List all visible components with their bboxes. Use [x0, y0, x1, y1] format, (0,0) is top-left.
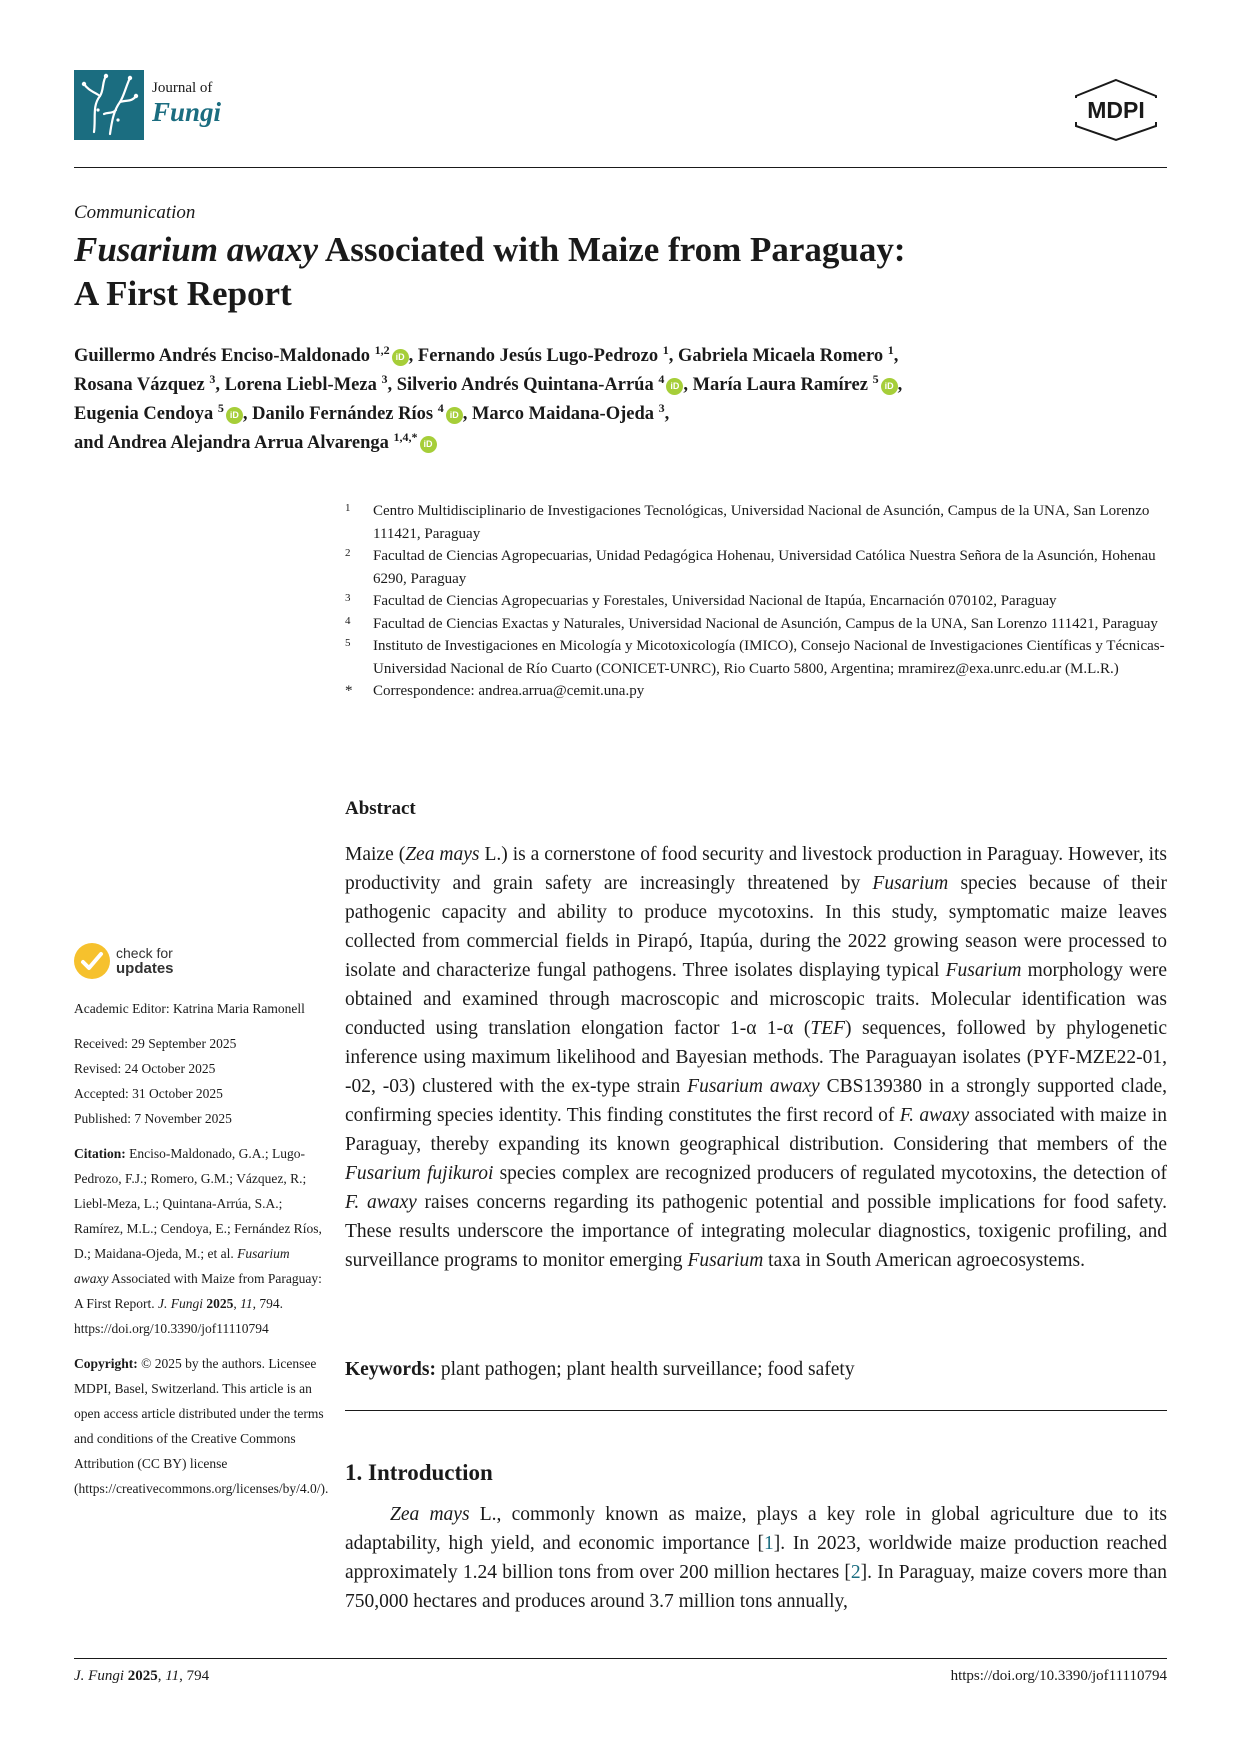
author-separator: , [242, 404, 253, 424]
orcid-icon[interactable]: iD [446, 407, 463, 424]
author-name: Guillermo Andrés Enciso-Maldonado [74, 346, 375, 366]
author [692, 372, 898, 395]
orcid-icon[interactable]: iD [420, 436, 437, 453]
academic-editor: Academic Editor: Katrina Maria Ramonell [74, 1001, 305, 1016]
journal-name-big: Fungi [152, 97, 222, 127]
fungi-hyphae-icon [74, 70, 144, 140]
author [74, 372, 216, 395]
affiliation-number: * [345, 683, 353, 699]
affiliation-text: Instituto de Investigaciones en Micología y Micotoxicología (IMICO), Consejo Nacional de Investigaciones Científicas y Técnicas-Universidad Nacional de Río Cuarto (CONICET-UNRC), Rio Cuarto 5800, Argentina; mramirez@exa.unrc.edu.ar (M.L.R.) [373, 638, 1165, 677]
author-separator: , [668, 346, 678, 366]
orcid-icon[interactable]: iD [392, 349, 409, 366]
author-affiliation-sup: 5 [872, 372, 879, 386]
affiliations [345, 500, 1167, 703]
introduction-segment: L., commonly known as maize, plays a key role in global agriculture due to its adaptability, high yield, and economic importance [ [345, 1504, 1167, 1554]
author-name: Andrea Alejandra Arrua Alvarenga [107, 433, 394, 453]
article-type: Communication [74, 202, 196, 223]
author-affiliation-sup: 1 [662, 343, 669, 357]
author-affiliation-sup: 3 [658, 401, 665, 415]
author-separator: , [408, 346, 418, 366]
copyright-text: © 2025 by the authors. Licensee MDPI, Basel, Switzerland. This article is an open access article distributed under the terms and conditions of the Creative Commons Attribution (CC BY) license (https://creativecommons.org/licenses/by/4.0/). [74, 1356, 329, 1496]
abstract-segment: Fusarium [872, 873, 949, 894]
author-separator: , [683, 375, 693, 395]
author-name: Eugenia Cendoya [74, 404, 218, 424]
author-name: Gabriela Micaela Romero [677, 346, 888, 366]
introduction-heading: 1. Introduction [345, 1460, 493, 1485]
title-part-1: Associated with Maize from Paraguay: [318, 230, 906, 269]
author-affiliation-sup: 3 [381, 372, 388, 386]
abstract-segment: F. awaxy [345, 1192, 417, 1213]
keywords [345, 1355, 1167, 1384]
author-separator: , [215, 375, 225, 395]
orcid-icon[interactable]: iD [226, 407, 243, 424]
citation-segment: 2025 [206, 1296, 234, 1311]
citation-segment: , 794. https://doi.org/10.3390/jof11110794 [74, 1296, 284, 1336]
author-and: and [74, 433, 108, 453]
abstract-segment: Zea mays [405, 844, 480, 865]
author-name: Fernando Jesús Lugo-Pedrozo [417, 346, 663, 366]
abstract-segment: Fusarium [687, 1250, 764, 1271]
author-name: Danilo Fernández Ríos [252, 404, 438, 424]
author [224, 372, 388, 395]
abstract-segment: taxa in South American agroecosystems. [763, 1250, 1085, 1271]
footer-citation: J. Fungi 2025, 11, 794 [74, 1668, 210, 1684]
footer-journal: J. Fungi [74, 1668, 124, 1684]
author-separator: , [462, 404, 472, 424]
abstract-segment: species complex are recognized producers of regulated mycotoxins, the detection of [493, 1163, 1167, 1184]
orcid-icon[interactable]: iD [666, 378, 683, 395]
article-title [74, 228, 1074, 316]
mdpi-hexagon-icon [1068, 78, 1164, 142]
check-for-updates-button[interactable] [74, 943, 234, 983]
author [252, 401, 463, 424]
author-separator: , [387, 375, 397, 395]
footer-divider [74, 1658, 1167, 1659]
article-sidebar [74, 996, 329, 1511]
author-separator: , [897, 375, 903, 395]
author [417, 343, 669, 366]
publisher-logo-text: MDPI [1087, 97, 1145, 123]
author-separator: , [893, 346, 899, 366]
check-updates-line-2: updates [116, 960, 174, 977]
author-affiliation-sup: 3 [209, 372, 216, 386]
citation-segment: Associated with Maize from Paraguay: A First Report. [74, 1271, 322, 1311]
affiliation-number: 5 [345, 637, 351, 649]
author-list [74, 342, 1167, 458]
citation-ref[interactable]: 2 [850, 1562, 861, 1583]
affiliation-number: 4 [345, 614, 351, 627]
author-name: María Laura Ramírez [692, 375, 873, 395]
journal-name-small: Journal of [152, 80, 213, 96]
affiliation-number: 2 [345, 547, 351, 559]
footer-article-no: , 794 [179, 1668, 210, 1684]
affiliation-item [345, 613, 1167, 636]
introduction-segment: Zea mays [390, 1504, 470, 1525]
affiliation-text: Centro Multidisciplinario de Investigaciones Tecnológicas, Universidad Nacional de Asunción, Campus de la UNA, San Lorenzo 111421, Paraguay [373, 503, 1150, 542]
abstract-segment: raises concerns regarding its pathogenic potential and possible implications for food safety. These results underscore the importance of integrating molecular diagnostics, toxigenic profiling, and surveillance programs to monitor emerging [345, 1192, 1167, 1271]
author [107, 430, 436, 453]
introduction-segment: ]. In 2023, worldwide maize production reached approximately 1.24 billion tons from over 200 million hectares [ [345, 1533, 1167, 1583]
date-accepted: Accepted: 31 October 2025 [74, 1086, 223, 1101]
author-affiliation-sup: 5 [217, 401, 224, 415]
affiliation-item [345, 635, 1167, 680]
abstract-segment: CBS139380 in a strongly supported clade, confirming species identity. This finding constitutes the first record of [345, 1076, 1167, 1126]
affiliation-text: Correspondence: andrea.arrua@cemit.una.py [373, 683, 645, 699]
author [471, 401, 665, 424]
affiliation-item [345, 590, 1167, 613]
author [677, 343, 894, 366]
introduction-body [345, 1500, 1167, 1616]
publisher-logo[interactable] [1068, 78, 1164, 142]
abstract-segment: Fusarium awaxy [687, 1076, 820, 1097]
citation-segment: 11 [240, 1296, 253, 1311]
check-badge [74, 943, 110, 979]
journal-logo[interactable] [74, 70, 144, 140]
orcid-icon[interactable]: iD [881, 378, 898, 395]
citation-segment: Enciso-Maldonado, G.A.; Lugo-Pedrozo, F.J.; Romero, G.M.; Vázquez, R.; Liebl-Meza, L.; Quintana-Arrúa, S.A.; Ramírez, M.L.; Cendoya, E.; Fernández Ríos, D.; Maidana-Ojeda, M.; et al. [74, 1146, 322, 1261]
journal-name[interactable] [152, 80, 221, 127]
article-dates [74, 1031, 324, 1131]
abstract-segment: Fusarium [945, 960, 1022, 981]
date-received: Received: 29 September 2025 [74, 1036, 237, 1051]
author-affiliation-sup: 1,2 [374, 343, 390, 357]
abstract-heading: Abstract [345, 798, 416, 819]
checkmark-icon [74, 943, 110, 979]
author-name: Silverio Andrés Quintana-Arrúa [396, 375, 659, 395]
date-revised: Revised: 24 October 2025 [74, 1061, 216, 1076]
header-divider [74, 167, 1167, 168]
citation-segment: J. Fungi [158, 1296, 204, 1311]
author-separator: , [664, 404, 670, 424]
date-published: Published: 7 November 2025 [74, 1111, 232, 1126]
introduction-segment: ]. In Paraguay, maize covers more than 750,000 hectares and produces around 3.7 million tons annually, [345, 1562, 1167, 1612]
keywords-label: Keywords: [345, 1359, 436, 1380]
affiliation-number: 1 [345, 502, 351, 514]
author-affiliation-sup: 1 [887, 343, 894, 357]
abstract-segment: morphology were obtained and examined through macroscopic and microscopic traits. Molecular identification was conducted using translation elongation factor 1-α 1-α ( [345, 960, 1167, 1039]
check-updates-label [116, 945, 174, 977]
abstract-segment: ) sequences, followed by phylogenetic inference using maximum likelihood and Bayesian methods. The Paraguayan isolates (PYF-MZE22-01, -02, -03) clustered with the ex-type strain [345, 1018, 1167, 1097]
footer-year: 2025 [127, 1668, 158, 1684]
keywords-text: plant pathogen; plant health surveillance; food safety [436, 1359, 855, 1380]
citation-segment: Fusarium awaxy [74, 1246, 290, 1286]
copyright [74, 1351, 329, 1501]
abstract-segment: L.) is a cornerstone of food security and livestock production in Paraguay. However, its productivity and grain safety are increasingly threatened by [345, 844, 1167, 894]
check-updates-line-1: check for [116, 945, 173, 961]
citation-segment: , [233, 1296, 241, 1311]
abstract-segment: Maize ( [345, 844, 406, 865]
section-divider [345, 1410, 1167, 1411]
title-species: Fusarium awaxy [74, 230, 319, 269]
footer-doi-link[interactable]: https://doi.org/10.3390/jof11110794 [950, 1668, 1167, 1684]
author-affiliation-sup: 4 [437, 401, 444, 415]
author-name: Rosana Vázquez [74, 375, 210, 395]
author [74, 343, 409, 366]
author-name: Lorena Liebl-Meza [224, 375, 382, 395]
citation-ref[interactable]: 1 [764, 1533, 774, 1554]
author-affiliation-sup: 4 [658, 372, 665, 386]
abstract-segment: TEF [810, 1018, 846, 1039]
affiliation-text: Facultad de Ciencias Exactas y Naturales, Universidad Nacional de Asunción, Campus de la UNA, San Lorenzo 111421, Paraguay [373, 615, 1158, 632]
author-affiliation-sup: 1,4,* [393, 430, 418, 444]
abstract-segment: Fusarium fujikuroi [345, 1163, 494, 1184]
affiliation-number: 3 [345, 592, 351, 604]
abstract-segment: F. awaxy [899, 1105, 970, 1126]
footer-volume: 11 [165, 1668, 180, 1684]
affiliation-text: Facultad de Ciencias Agropecuarias y Forestales, Universidad Nacional de Itapúa, Encarnación 070102, Paraguay [373, 593, 1057, 609]
abstract-body [345, 840, 1167, 1275]
affiliation-item [345, 545, 1167, 590]
affiliation-text: Facultad de Ciencias Agropecuarias, Unidad Pedagógica Hohenau, Universidad Católica Nuestra Señora de la Asunción, Hohenau 6290, Paraguay [373, 548, 1156, 587]
author-name: Marco Maidana-Ojeda [471, 404, 659, 424]
copyright-label: Copyright: [74, 1356, 138, 1371]
citation-label: Citation: [74, 1146, 126, 1161]
citation [74, 1141, 324, 1341]
abstract-segment: species because of their pathogenic capacity and ability to produce mycotoxins. In this study, symptomatic maize leaves collected from commercial fields in Pirapó, Itapúa, during the 2022 growing season were processed to isolate and characterize fungal pathogens. Three isolates displaying typical [345, 873, 1167, 981]
affiliation-item [345, 500, 1167, 545]
affiliation-item [345, 680, 1167, 703]
abstract-segment: associated with maize in Paraguay, thereby expanding its known geographical distribution. Considering that members of the [345, 1105, 1167, 1155]
author [74, 401, 243, 424]
author [396, 372, 684, 395]
title-part-2: A First Report [74, 274, 292, 313]
